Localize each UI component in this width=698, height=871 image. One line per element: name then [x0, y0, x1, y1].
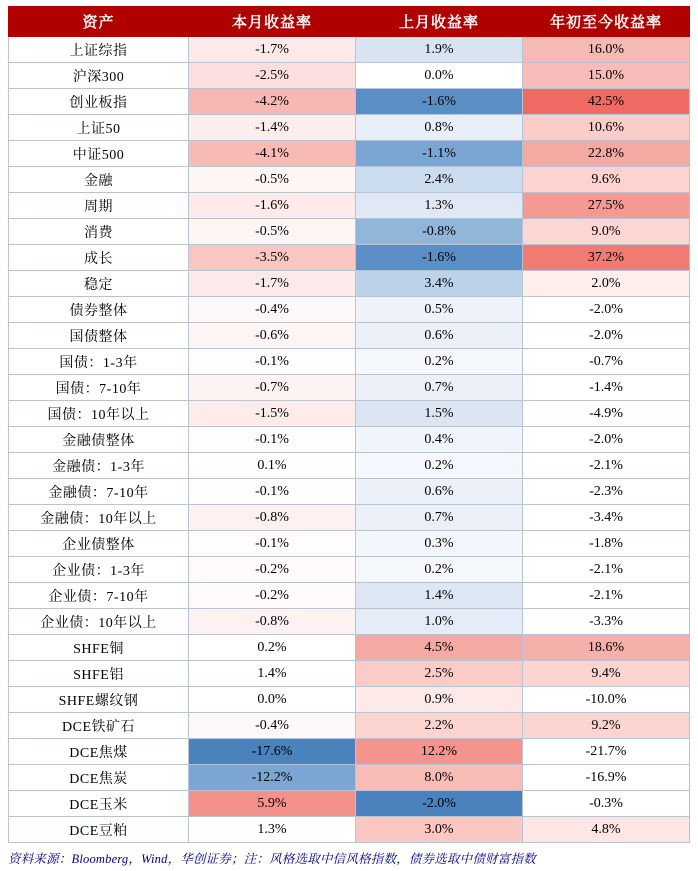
value-cell: -0.5% — [189, 167, 356, 193]
value-cell: -2.5% — [189, 63, 356, 89]
value-cell: -1.7% — [189, 271, 356, 297]
asset-name-cell: 企业债整体 — [9, 531, 189, 557]
value-cell: -1.4% — [189, 115, 356, 141]
asset-name-cell: 金融 — [9, 167, 189, 193]
value-cell: -0.4% — [189, 297, 356, 323]
value-cell: 1.5% — [356, 401, 523, 427]
table-row — [9, 817, 690, 843]
table-row — [9, 557, 690, 583]
table-row — [9, 661, 690, 687]
table-header — [9, 7, 690, 37]
asset-name-cell: 成长 — [9, 245, 189, 271]
value-cell: 5.9% — [189, 791, 356, 817]
table-header-row — [9, 7, 690, 37]
value-cell: -0.5% — [189, 219, 356, 245]
asset-name-cell: 金融债整体 — [9, 427, 189, 453]
value-cell: -2.0% — [356, 791, 523, 817]
value-cell: -0.7% — [189, 375, 356, 401]
value-cell: -2.1% — [523, 557, 690, 583]
value-cell: -0.7% — [523, 349, 690, 375]
table-row — [9, 349, 690, 375]
value-cell: 18.6% — [523, 635, 690, 661]
value-cell: 3.0% — [356, 817, 523, 843]
value-cell: 0.2% — [356, 349, 523, 375]
table-row — [9, 427, 690, 453]
column-header-this-month: 本月收益率 — [189, 7, 356, 37]
value-cell: 1.3% — [356, 193, 523, 219]
value-cell: -4.9% — [523, 401, 690, 427]
value-cell: -0.1% — [189, 427, 356, 453]
table-row — [9, 583, 690, 609]
asset-name-cell: SHFE铝 — [9, 661, 189, 687]
column-header-asset: 资产 — [9, 7, 189, 37]
value-cell: 8.0% — [356, 765, 523, 791]
asset-name-cell: 债券整体 — [9, 297, 189, 323]
value-cell: 1.4% — [189, 661, 356, 687]
asset-name-cell: 金融债：1-3年 — [9, 453, 189, 479]
table-row — [9, 765, 690, 791]
value-cell: -1.6% — [356, 245, 523, 271]
value-cell: 0.6% — [356, 479, 523, 505]
table-row — [9, 505, 690, 531]
value-cell: 15.0% — [523, 63, 690, 89]
table-body — [9, 37, 690, 843]
returns-table — [8, 6, 690, 843]
value-cell: -2.1% — [523, 453, 690, 479]
value-cell: 22.8% — [523, 141, 690, 167]
asset-name-cell: SHFE铜 — [9, 635, 189, 661]
value-cell: 0.7% — [356, 505, 523, 531]
value-cell: 9.4% — [523, 661, 690, 687]
table-row — [9, 219, 690, 245]
asset-name-cell: DCE焦煤 — [9, 739, 189, 765]
value-cell: -2.0% — [523, 323, 690, 349]
value-cell: -0.1% — [189, 531, 356, 557]
value-cell: 4.8% — [523, 817, 690, 843]
value-cell: -1.8% — [523, 531, 690, 557]
table-row — [9, 245, 690, 271]
table-row — [9, 63, 690, 89]
value-cell: -0.8% — [356, 219, 523, 245]
asset-name-cell: 企业债：10年以上 — [9, 609, 189, 635]
asset-name-cell: 企业债：1-3年 — [9, 557, 189, 583]
value-cell: -1.5% — [189, 401, 356, 427]
asset-name-cell: 稳定 — [9, 271, 189, 297]
value-cell: -2.1% — [523, 583, 690, 609]
value-cell: 0.6% — [356, 323, 523, 349]
value-cell: 10.6% — [523, 115, 690, 141]
value-cell: 2.4% — [356, 167, 523, 193]
value-cell: -16.9% — [523, 765, 690, 791]
asset-name-cell: 上证综指 — [9, 37, 189, 63]
value-cell: -3.5% — [189, 245, 356, 271]
value-cell: 0.0% — [356, 63, 523, 89]
value-cell: 0.5% — [356, 297, 523, 323]
table-row — [9, 323, 690, 349]
value-cell: -0.3% — [523, 791, 690, 817]
asset-name-cell: 周期 — [9, 193, 189, 219]
value-cell: 1.0% — [356, 609, 523, 635]
value-cell: 0.2% — [356, 557, 523, 583]
value-cell: 0.1% — [189, 453, 356, 479]
column-header-last-month: 上月收益率 — [356, 7, 523, 37]
table-row — [9, 37, 690, 63]
asset-name-cell: 上证50 — [9, 115, 189, 141]
value-cell: 1.3% — [189, 817, 356, 843]
asset-name-cell: 企业债：7-10年 — [9, 583, 189, 609]
value-cell: 42.5% — [523, 89, 690, 115]
value-cell: 2.5% — [356, 661, 523, 687]
value-cell: 0.3% — [356, 531, 523, 557]
value-cell: 0.7% — [356, 375, 523, 401]
value-cell: -0.1% — [189, 479, 356, 505]
value-cell: -0.2% — [189, 557, 356, 583]
table-row — [9, 609, 690, 635]
value-cell: -0.8% — [189, 609, 356, 635]
value-cell: 0.2% — [356, 453, 523, 479]
table-row — [9, 375, 690, 401]
asset-name-cell: 创业板指 — [9, 89, 189, 115]
table-row — [9, 297, 690, 323]
asset-name-cell: 金融债：7-10年 — [9, 479, 189, 505]
value-cell: -2.0% — [523, 297, 690, 323]
value-cell: -3.4% — [523, 505, 690, 531]
value-cell: -10.0% — [523, 687, 690, 713]
value-cell: -12.2% — [189, 765, 356, 791]
value-cell: 0.2% — [189, 635, 356, 661]
value-cell: -1.6% — [189, 193, 356, 219]
value-cell: -1.1% — [356, 141, 523, 167]
value-cell: 2.0% — [523, 271, 690, 297]
table-row — [9, 479, 690, 505]
value-cell: -3.3% — [523, 609, 690, 635]
asset-name-cell: 沪深300 — [9, 63, 189, 89]
value-cell: -0.1% — [189, 349, 356, 375]
value-cell: 9.0% — [523, 219, 690, 245]
table-row — [9, 453, 690, 479]
table-row — [9, 635, 690, 661]
asset-name-cell: 国债：7-10年 — [9, 375, 189, 401]
asset-name-cell: 国债：1-3年 — [9, 349, 189, 375]
asset-name-cell: DCE豆粕 — [9, 817, 189, 843]
value-cell: 0.9% — [356, 687, 523, 713]
table-row — [9, 115, 690, 141]
value-cell: -0.6% — [189, 323, 356, 349]
asset-name-cell: SHFE螺纹钢 — [9, 687, 189, 713]
value-cell: -2.3% — [523, 479, 690, 505]
value-cell: -17.6% — [189, 739, 356, 765]
table-row — [9, 193, 690, 219]
asset-name-cell: 国债：10年以上 — [9, 401, 189, 427]
table-row — [9, 89, 690, 115]
value-cell: -0.2% — [189, 583, 356, 609]
value-cell: 3.4% — [356, 271, 523, 297]
asset-name-cell: 国债整体 — [9, 323, 189, 349]
table-row — [9, 271, 690, 297]
table-row — [9, 713, 690, 739]
value-cell: -0.4% — [189, 713, 356, 739]
value-cell: 37.2% — [523, 245, 690, 271]
value-cell: 9.6% — [523, 167, 690, 193]
value-cell: 1.4% — [356, 583, 523, 609]
column-header-ytd: 年初至今收益率 — [523, 7, 690, 37]
table-row — [9, 739, 690, 765]
value-cell: -0.8% — [189, 505, 356, 531]
value-cell: 12.2% — [356, 739, 523, 765]
value-cell: 16.0% — [523, 37, 690, 63]
asset-name-cell: DCE玉米 — [9, 791, 189, 817]
table-row — [9, 791, 690, 817]
value-cell: 4.5% — [356, 635, 523, 661]
value-cell: 1.9% — [356, 37, 523, 63]
value-cell: 27.5% — [523, 193, 690, 219]
value-cell: 0.4% — [356, 427, 523, 453]
value-cell: -4.1% — [189, 141, 356, 167]
value-cell: -1.6% — [356, 89, 523, 115]
asset-name-cell: 消费 — [9, 219, 189, 245]
asset-name-cell: 金融债：10年以上 — [9, 505, 189, 531]
table-row — [9, 687, 690, 713]
table-row — [9, 531, 690, 557]
source-note: 资料来源：Bloomberg，Wind，华创证券；注：风格选取中信风格指数，债券选取中债财富指数 — [8, 852, 536, 866]
table-row — [9, 167, 690, 193]
value-cell: 0.0% — [189, 687, 356, 713]
table-row — [9, 401, 690, 427]
value-cell: -1.4% — [523, 375, 690, 401]
value-cell: 9.2% — [523, 713, 690, 739]
asset-name-cell: 中证500 — [9, 141, 189, 167]
asset-name-cell: DCE铁矿石 — [9, 713, 189, 739]
value-cell: 2.2% — [356, 713, 523, 739]
value-cell: -1.7% — [189, 37, 356, 63]
value-cell: -2.0% — [523, 427, 690, 453]
value-cell: -4.2% — [189, 89, 356, 115]
value-cell: 0.8% — [356, 115, 523, 141]
table-row — [9, 141, 690, 167]
value-cell: -21.7% — [523, 739, 690, 765]
asset-name-cell: DCE焦炭 — [9, 765, 189, 791]
